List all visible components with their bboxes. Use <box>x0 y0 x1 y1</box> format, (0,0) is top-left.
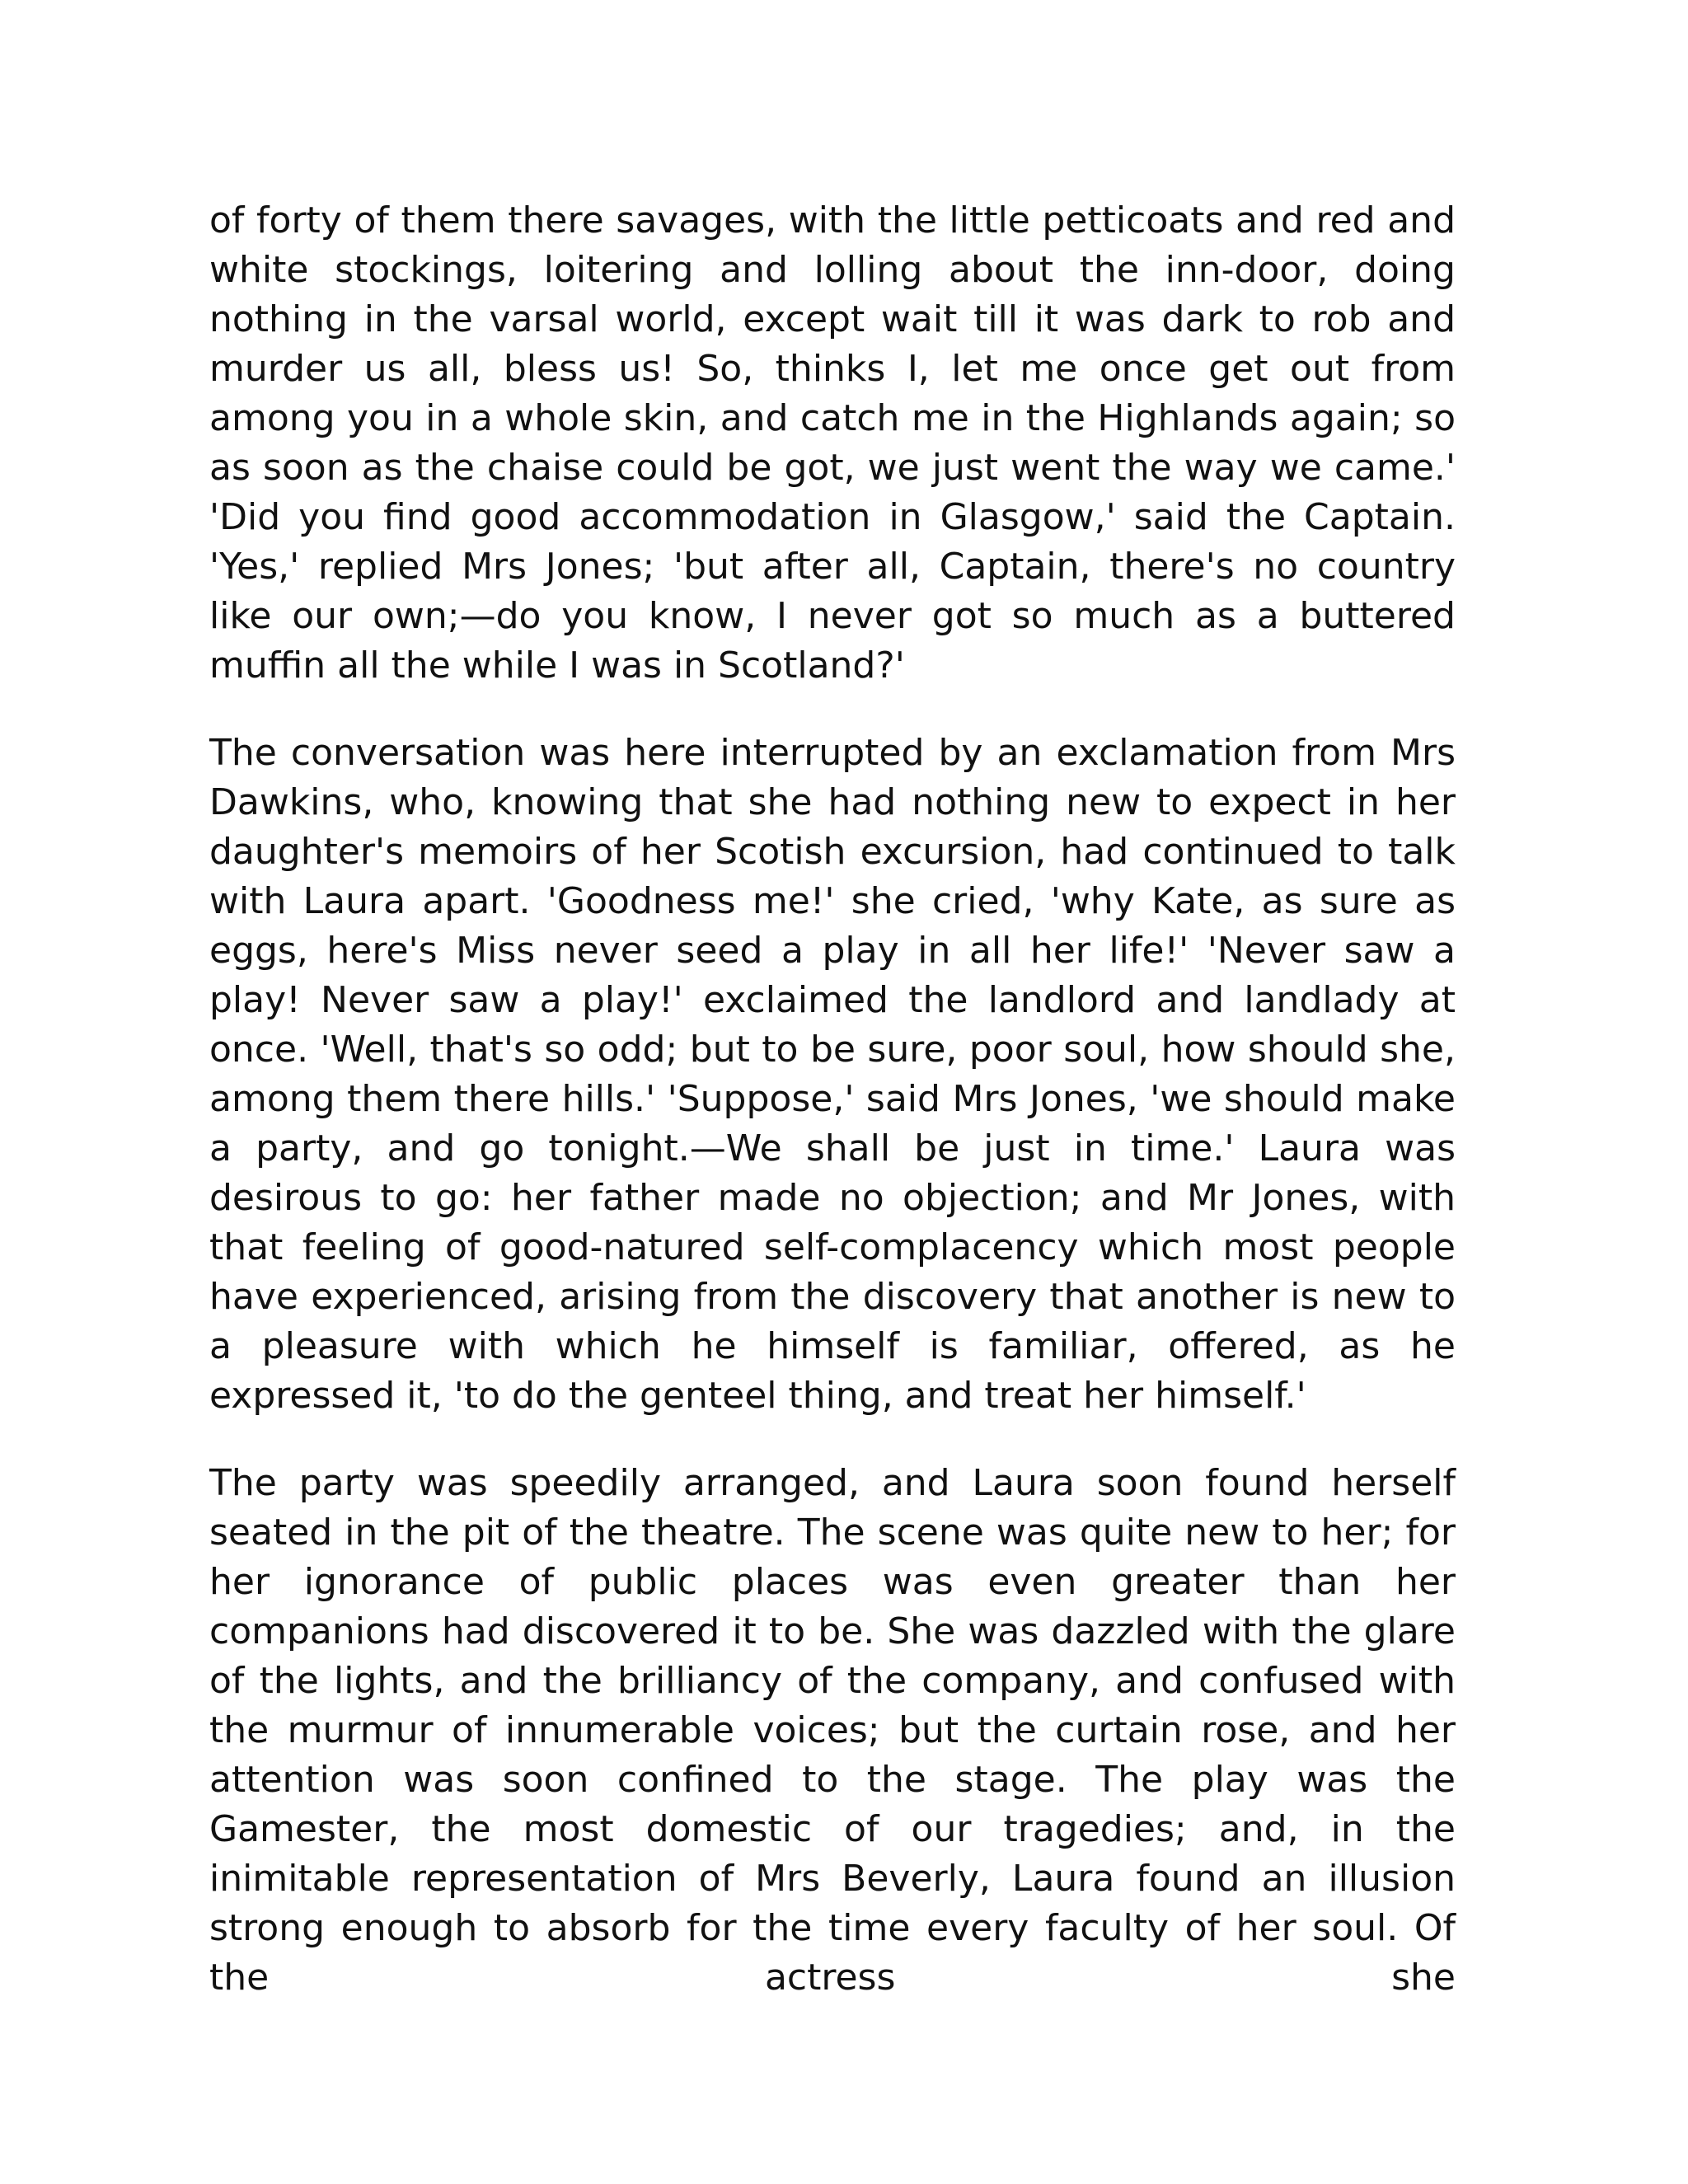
paragraph-1: of forty of them there savages, with the little petticoats and red and white stockings, loitering and lolling about the inn-door, doing nothing in the varsal world, except wait till it was dark to rob and murder us all, bless us! So, thinks I, let me once get out from among you in a whole skin, and catch me in the Highlands again; so as soon as the chaise could be got, we just went the way we came.' 'Did you find good accommodation in Glasgow,' said the Captain. 'Yes,' replied Mrs Jones; 'but after all, Captain, there's no country like our own;—do you know, I never got so much as a buttered muffin all the while I was in Scotland?' <box>209 199 1456 687</box>
body-text <box>209 196 1456 2003</box>
paragraph-2: The conversation was here interrupted by an exclamation from Mrs Dawkins, who, knowing that she had nothing new to expect in her daughter's memoirs of her Scotish excursion, had continued to talk with Laura apart. 'Goodness me!' she cried, 'why Kate, as sure as eggs, here's Miss never seed a play in all her life!' 'Never saw a play! Never saw a play!' exclaimed the landlord and landlady at once. 'Well, that's so odd; but to be sure, poor soul, how should she, among them there hills.' 'Suppose,' said Mrs Jones, 'we should make a party, and go tonight.—We shall be just in time.' Laura was desirous to go: her father made no objection; and Mr Jones, with that feeling of good-natured self-complacency which most people have experienced, arising from the discovery that another is new to a pleasure with which he himself is familiar, offered, as he expressed it, 'to do the genteel thing, and treat her himself.' <box>209 732 1456 1417</box>
paragraph-3: The party was speedily arranged, and Laura soon found herself seated in the pit of the theatre. The scene was quite new to her; for her ignorance of public places was even greater than her companions had discovered it to be. She was dazzled with the glare of the lights, and the brilliancy of the company, and confused with the murmur of innumerable voices; but the curtain rose, and her attention was soon confined to the stage. The play was the Gamester, the most domestic of our tragedies; and, in the inimitable representation of Mrs Beverly, Laura found an illusion strong enough to absorb for the time every faculty of her soul. Of the actress she <box>209 1462 1456 1999</box>
